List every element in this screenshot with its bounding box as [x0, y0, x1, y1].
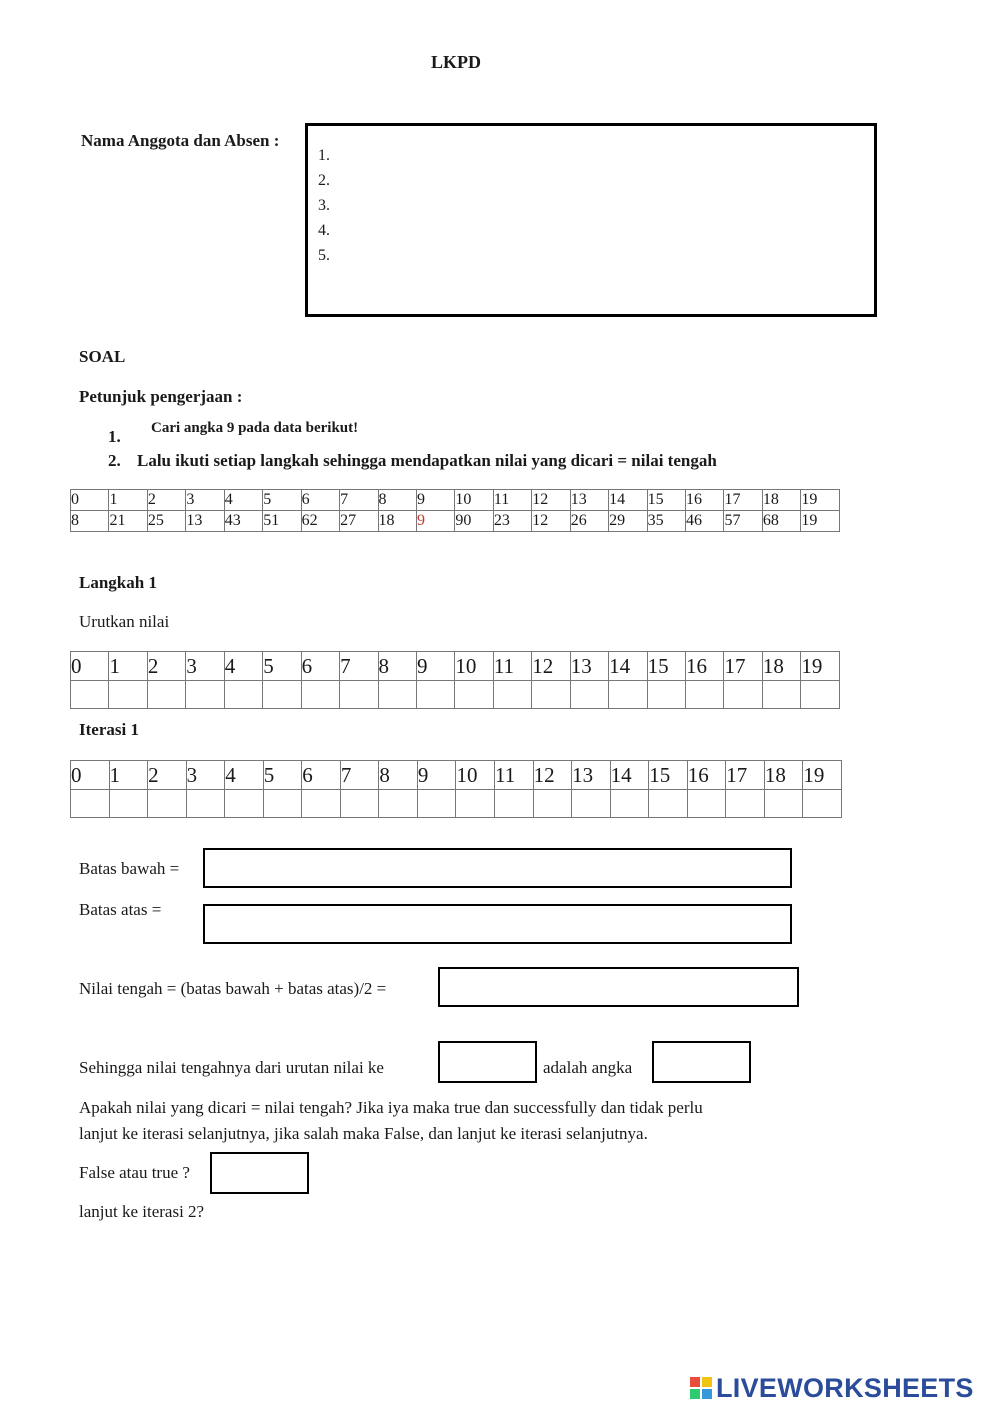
- index-cell: 18: [762, 490, 800, 511]
- step2-number: 2.: [108, 451, 121, 470]
- index-cell: 15: [649, 761, 688, 790]
- index-cell: 15: [647, 652, 685, 681]
- value-cell: 13: [186, 511, 224, 532]
- index-cell: 10: [455, 490, 493, 511]
- index-cell: 7: [340, 652, 378, 681]
- value-cell: 21: [109, 511, 147, 532]
- langkah1-heading: Langkah 1: [79, 573, 157, 592]
- data-table: [70, 489, 840, 532]
- index-cell: 10: [456, 761, 495, 790]
- iteration-value-input[interactable]: [417, 790, 456, 818]
- value-cell: 35: [647, 511, 685, 532]
- langkah1-subtitle: Urutkan nilai: [79, 612, 170, 631]
- logo-text: LIVEWORKSHEETS: [716, 1372, 974, 1403]
- member-line: 1.: [318, 147, 330, 164]
- index-cell: 15: [647, 490, 685, 511]
- step2-text: Lalu ikuti setiap langkah sehingga mendapatkan nilai yang dicari = nilai tengah: [137, 451, 717, 470]
- iteration-value-input[interactable]: [456, 790, 495, 818]
- index-cell: 14: [609, 652, 647, 681]
- iteration-value-input[interactable]: [572, 790, 611, 818]
- false-true-label: False atau true ?: [79, 1163, 190, 1182]
- members-input-box[interactable]: [305, 123, 877, 317]
- member-line: 3.: [318, 197, 330, 214]
- index-cell: 11: [493, 490, 531, 511]
- index-cell: 8: [378, 490, 416, 511]
- iteration-value-input[interactable]: [533, 790, 572, 818]
- step1-text: Cari angka 9 pada data berikut!: [151, 420, 359, 436]
- index-cell: 6: [301, 652, 339, 681]
- sorted-value-input[interactable]: [340, 681, 378, 709]
- index-cell: 17: [726, 761, 765, 790]
- value-cell: 12: [532, 511, 570, 532]
- sorted-value-input[interactable]: [724, 681, 762, 709]
- index-cell: 17: [724, 652, 762, 681]
- value-cell-highlight: 9: [416, 511, 454, 532]
- index-cell: 9: [417, 761, 456, 790]
- batas-atas-label: Batas atas =: [79, 900, 162, 919]
- value-cell: 27: [340, 511, 378, 532]
- sorted-value-input[interactable]: [609, 681, 647, 709]
- iteration-value-input[interactable]: [186, 790, 225, 818]
- step1-number: 1.: [108, 427, 121, 446]
- value-cell: 51: [263, 511, 301, 532]
- sorted-value-input[interactable]: [416, 681, 454, 709]
- index-cell: 9: [416, 652, 454, 681]
- langkah1-index-row: [71, 652, 840, 681]
- value-cell: 26: [570, 511, 608, 532]
- index-cell: 7: [340, 490, 378, 511]
- liveworksheets-logo: [690, 1373, 974, 1403]
- index-cell: 13: [570, 652, 608, 681]
- data-index-row: [71, 490, 840, 511]
- logo-cube-yellow: [702, 1377, 712, 1387]
- urutan-ke-input[interactable]: [438, 1041, 537, 1083]
- index-cell: 4: [225, 761, 264, 790]
- index-cell: 0: [71, 761, 110, 790]
- index-cell: 2: [148, 761, 187, 790]
- false-true-input[interactable]: [210, 1152, 309, 1194]
- batas-bawah-input[interactable]: [203, 848, 792, 888]
- iteration-value-input[interactable]: [495, 790, 534, 818]
- logo-cube-icon: [690, 1377, 712, 1399]
- iteration-value-input[interactable]: [610, 790, 649, 818]
- index-cell: 2: [147, 652, 185, 681]
- index-cell: 19: [801, 652, 840, 681]
- index-cell: 13: [570, 490, 608, 511]
- index-cell: 4: [224, 490, 262, 511]
- sorted-value-input[interactable]: [532, 681, 570, 709]
- question-line-1: Apakah nilai yang dicari = nilai tengah? Jika iya maka true dan successfully dan tidak perlu: [79, 1098, 703, 1117]
- sorted-value-input[interactable]: [301, 681, 339, 709]
- iteration-value-input[interactable]: [379, 790, 418, 818]
- index-cell: 12: [533, 761, 572, 790]
- member-line: 2.: [318, 172, 330, 189]
- index-cell: 18: [764, 761, 803, 790]
- index-cell: 5: [263, 652, 301, 681]
- value-cell: 29: [609, 511, 647, 532]
- soal-heading: SOAL: [79, 347, 126, 366]
- value-cell: 57: [724, 511, 762, 532]
- value-cell: 18: [378, 511, 416, 532]
- value-cell: 19: [801, 511, 840, 532]
- index-cell: 18: [762, 652, 800, 681]
- langkah1-input-row: [71, 681, 840, 709]
- sorted-value-input[interactable]: [686, 681, 724, 709]
- question-line-2: lanjut ke iterasi selanjutnya, jika salah maka False, dan lanjut ke iterasi selanjutnya.: [79, 1124, 648, 1143]
- index-cell: 1: [109, 761, 148, 790]
- index-cell: 0: [71, 490, 109, 511]
- page-title: LKPD: [430, 52, 481, 72]
- member-line: 4.: [318, 222, 330, 239]
- index-cell: 3: [186, 761, 225, 790]
- sorted-value-input[interactable]: [801, 681, 840, 709]
- iteration-value-input[interactable]: [764, 790, 803, 818]
- index-cell: 16: [686, 490, 724, 511]
- index-cell: 5: [263, 490, 301, 511]
- lanjut-label: lanjut ke iterasi 2?: [79, 1202, 205, 1221]
- instructions-label: Petunjuk pengerjaan :: [79, 387, 243, 406]
- sorted-value-input[interactable]: [647, 681, 685, 709]
- members-label: Nama Anggota dan Absen :: [81, 131, 280, 150]
- adalah-angka-label: adalah angka: [543, 1058, 633, 1077]
- index-cell: 0: [71, 652, 109, 681]
- index-cell: 4: [224, 652, 262, 681]
- sorted-value-input[interactable]: [762, 681, 800, 709]
- index-cell: 8: [378, 652, 416, 681]
- sorted-value-input[interactable]: [263, 681, 301, 709]
- sehingga-label: Sehingga nilai tengahnya dari urutan nilai ke: [79, 1058, 384, 1077]
- sorted-value-input[interactable]: [147, 681, 185, 709]
- index-cell: 13: [572, 761, 611, 790]
- index-cell: 14: [610, 761, 649, 790]
- members-list: [318, 143, 330, 268]
- langkah1-table: [70, 651, 840, 709]
- sorted-value-input[interactable]: [570, 681, 608, 709]
- value-cell: 23: [493, 511, 531, 532]
- iterasi1-input-row: [71, 790, 842, 818]
- iterasi1-table: [70, 760, 842, 818]
- batas-bawah-label: Batas bawah =: [79, 859, 180, 878]
- data-value-row: [71, 511, 840, 532]
- index-cell: 12: [532, 490, 570, 511]
- iteration-value-input[interactable]: [726, 790, 765, 818]
- index-cell: 11: [495, 761, 534, 790]
- member-line: 5.: [318, 247, 330, 264]
- iteration-value-input[interactable]: [263, 790, 302, 818]
- iteration-value-input[interactable]: [148, 790, 187, 818]
- sorted-value-input[interactable]: [224, 681, 262, 709]
- sorted-value-input[interactable]: [455, 681, 493, 709]
- value-cell: 68: [762, 511, 800, 532]
- logo-cube-red: [690, 1377, 700, 1387]
- index-cell: 14: [609, 490, 647, 511]
- index-cell: 8: [379, 761, 418, 790]
- value-cell: 8: [71, 511, 109, 532]
- nilai-tengah-input[interactable]: [438, 967, 799, 1007]
- index-cell: 17: [724, 490, 762, 511]
- index-cell: 16: [686, 652, 724, 681]
- value-cell: 46: [686, 511, 724, 532]
- index-cell: 16: [687, 761, 726, 790]
- iteration-value-input[interactable]: [687, 790, 726, 818]
- iterasi1-index-row: [71, 761, 842, 790]
- iteration-value-input[interactable]: [340, 790, 379, 818]
- index-cell: 3: [186, 652, 224, 681]
- index-cell: 6: [301, 490, 339, 511]
- index-cell: 5: [263, 761, 302, 790]
- iteration-value-input[interactable]: [225, 790, 264, 818]
- sorted-value-input[interactable]: [493, 681, 531, 709]
- index-cell: 11: [493, 652, 531, 681]
- index-cell: 2: [147, 490, 185, 511]
- iteration-value-input[interactable]: [302, 790, 341, 818]
- value-cell: 43: [224, 511, 262, 532]
- index-cell: 3: [186, 490, 224, 511]
- index-cell: 1: [109, 652, 147, 681]
- value-cell: 62: [301, 511, 339, 532]
- sorted-value-input[interactable]: [71, 681, 109, 709]
- logo-cube-blue: [702, 1389, 712, 1399]
- angka-input[interactable]: [652, 1041, 751, 1083]
- value-cell: 90: [455, 511, 493, 532]
- logo-cube-green: [690, 1389, 700, 1399]
- index-cell: 6: [302, 761, 341, 790]
- index-cell: 12: [532, 652, 570, 681]
- sorted-value-input[interactable]: [109, 681, 147, 709]
- sorted-value-input[interactable]: [378, 681, 416, 709]
- sorted-value-input[interactable]: [186, 681, 224, 709]
- iteration-value-input[interactable]: [649, 790, 688, 818]
- index-cell: 19: [801, 490, 840, 511]
- iterasi1-heading: Iterasi 1: [79, 720, 139, 739]
- index-cell: 19: [803, 761, 842, 790]
- index-cell: 1: [109, 490, 147, 511]
- iteration-value-input[interactable]: [803, 790, 842, 818]
- index-cell: 7: [340, 761, 379, 790]
- index-cell: 10: [455, 652, 493, 681]
- value-cell: 25: [147, 511, 185, 532]
- iteration-value-input[interactable]: [109, 790, 148, 818]
- nilai-tengah-label: Nilai tengah = (batas bawah + batas atas)/2 =: [79, 979, 387, 998]
- batas-atas-input[interactable]: [203, 904, 792, 944]
- index-cell: 9: [416, 490, 454, 511]
- iteration-value-input[interactable]: [71, 790, 110, 818]
